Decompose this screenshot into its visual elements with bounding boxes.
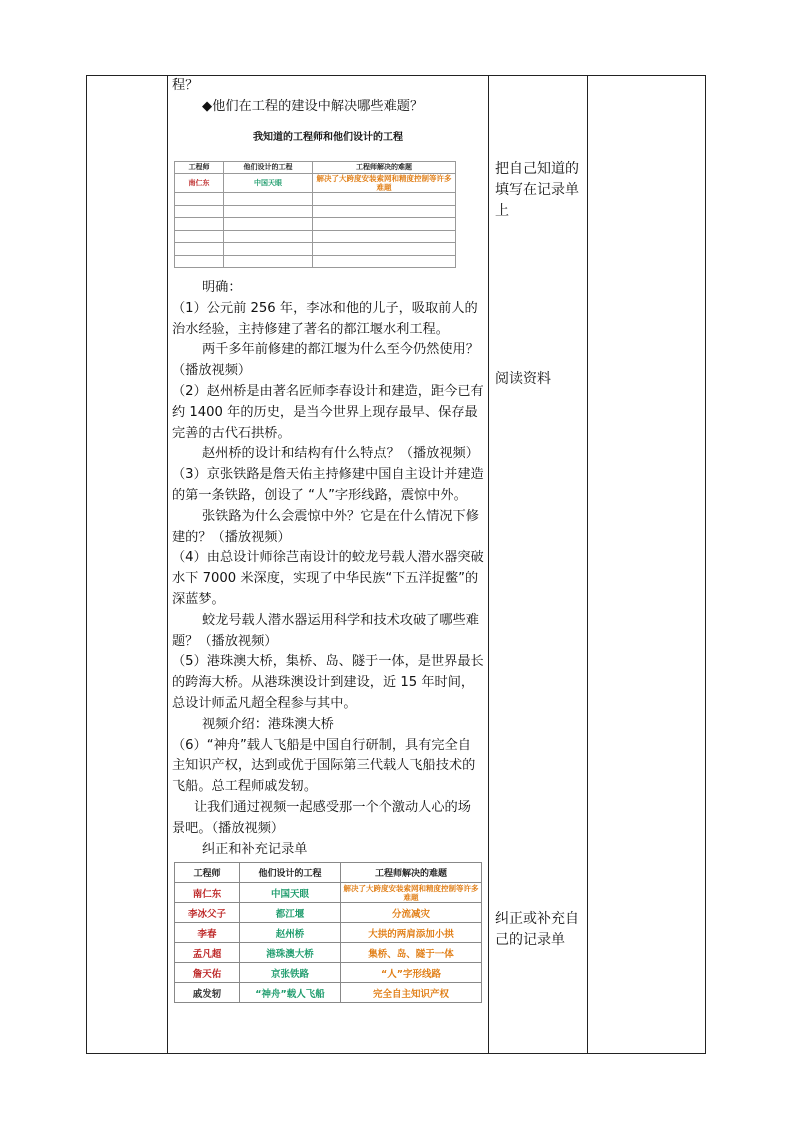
para-3: （3）京张铁路是詹天佑主持修建中国自主设计并建造的第一条铁路，创设了 “人”字形线路，震惊中外。 xyxy=(172,467,484,504)
para-4: （4）由总设计师徐芑南设计的蛟龙号载人潜水器突破水下 7000 米深度，实现了中华民族“下五洋捉鳖”的深蓝梦。 xyxy=(172,550,484,608)
engineer-cell: 戚发轫 xyxy=(175,983,240,1003)
table-cell xyxy=(224,218,313,231)
table-cell xyxy=(313,230,456,243)
table-row xyxy=(175,903,482,923)
table-cell xyxy=(313,193,456,206)
table-cell xyxy=(313,255,456,268)
table-cell xyxy=(224,193,313,206)
col-header-engineer: 工程师 xyxy=(175,161,224,174)
blank-record-table xyxy=(174,161,456,269)
mini-table-title: 我知道的工程师和他们设计的工程 xyxy=(253,131,403,143)
para-1: （1）公元前 256 年，李冰和他的儿子，吸取前人的治水经验，主持修建了著名的都江堰水利工程。 xyxy=(172,300,478,337)
student-activity-2: 阅读资料 xyxy=(495,371,551,387)
table-cell: 中国天眼 xyxy=(224,174,313,193)
col-header-problem: 工程师解决的难题 xyxy=(313,161,456,174)
bullet-question: ◆他们在工程的建设中解决哪些难题？ xyxy=(202,98,424,114)
engineer-cell: 李冰父子 xyxy=(175,903,240,923)
project-cell: 中国天眼 xyxy=(240,883,341,903)
problem-cell: “人”字形线路 xyxy=(341,963,482,983)
table-cell: 南仁东 xyxy=(175,174,224,193)
table-cell xyxy=(313,218,456,231)
col-header-problem: 工程师解决的难题 xyxy=(341,863,482,883)
table-cell xyxy=(313,205,456,218)
mingque-label: 明确： xyxy=(202,280,242,296)
table-cell xyxy=(313,243,456,256)
para-2-question: 赵州桥的设计和结构有什么特点？（播放视频） xyxy=(202,446,479,462)
answer-record-table xyxy=(174,862,482,1003)
col-divider-2 xyxy=(488,75,489,1054)
col-header-project: 他们设计的工程 xyxy=(224,161,313,174)
table-cell xyxy=(175,243,224,256)
project-cell: 都江堰 xyxy=(240,903,341,923)
para-1-question: 两千多年前修建的都江堰为什么至今仍然使用？（播放视频） xyxy=(172,342,479,379)
engineer-cell: 孟凡超 xyxy=(175,943,240,963)
para-6: （6）“神舟”载人飞船是中国自行研制，具有完全自主知识产权，达到或优于国际第三代载人飞船技术的飞船。总工程师戚发轫。 xyxy=(172,737,476,795)
col-header-engineer: 工程师 xyxy=(175,863,240,883)
para-6-question: 让我们通过视频一起感受那一个个激动人心的场景吧。（播放视频） xyxy=(172,800,471,836)
table-row xyxy=(175,883,482,903)
table-cell xyxy=(175,255,224,268)
project-cell: 京张铁路 xyxy=(240,963,341,983)
table-cell xyxy=(224,230,313,243)
engineer-cell: 詹天佑 xyxy=(175,963,240,983)
col-divider-1 xyxy=(167,75,168,1054)
table-row xyxy=(175,963,482,983)
text-top: 程？ xyxy=(172,78,199,93)
para-3-question: 张铁路为什么会震惊中外？它是在什么情况下修建的？（播放视频） xyxy=(172,508,479,545)
para-2: （2）赵州桥是由著名匠师李春设计和建造，距今已有约 1400 年的历史，是当今世界上现存最早、保存最完善的古代石拱桥。 xyxy=(172,384,484,441)
table-cell xyxy=(175,218,224,231)
para-5: （5）港珠澳大桥，集桥、岛、隧于一体，是世界最长的跨海大桥。从港珠澳设计到建设，近 15 年时间，总设计师孟凡超全程参与其中。 xyxy=(172,654,484,712)
problem-cell: 分流减灾 xyxy=(341,903,482,923)
table-row xyxy=(175,983,482,1003)
project-cell: 赵州桥 xyxy=(240,923,341,943)
table-cell: 解决了大跨度安装索网和精度控制等许多难题 xyxy=(313,174,456,193)
table-cell xyxy=(224,243,313,256)
project-cell: 港珠澳大桥 xyxy=(240,943,341,963)
problem-cell: 解决了大跨度安装索网和精度控制等许多难题 xyxy=(341,883,482,903)
problem-cell: 大拱的两肩添加小拱 xyxy=(341,923,482,943)
project-cell: “神舟”载人飞船 xyxy=(240,983,341,1003)
table-cell xyxy=(175,193,224,206)
problem-cell: 集桥、岛、隧于一体 xyxy=(341,943,482,963)
table-cell xyxy=(175,205,224,218)
table-cell xyxy=(175,230,224,243)
teacher-activity-column xyxy=(172,76,484,1003)
table-cell xyxy=(224,255,313,268)
engineer-cell: 李春 xyxy=(175,923,240,943)
student-activity-1: 把自己知道的填写在记录单上 xyxy=(495,161,579,219)
table-row xyxy=(175,923,482,943)
table-row xyxy=(175,943,482,963)
col-header-project: 他们设计的工程 xyxy=(240,863,341,883)
student-activity-3: 纠正或补充自己的记录单 xyxy=(495,911,579,948)
para-5-video: 视频介绍：港珠澳大桥 xyxy=(202,716,334,732)
problem-cell: 完全自主知识产权 xyxy=(341,983,482,1003)
engineer-cell: 南仁东 xyxy=(175,883,240,903)
table-cell xyxy=(224,205,313,218)
para-4-question: 蛟龙号载人潜水器运用科学和技术攻破了哪些难题？（播放视频） xyxy=(172,612,479,649)
col-divider-3 xyxy=(587,75,588,1054)
correct-label: 纠正和补充记录单 xyxy=(202,841,308,857)
